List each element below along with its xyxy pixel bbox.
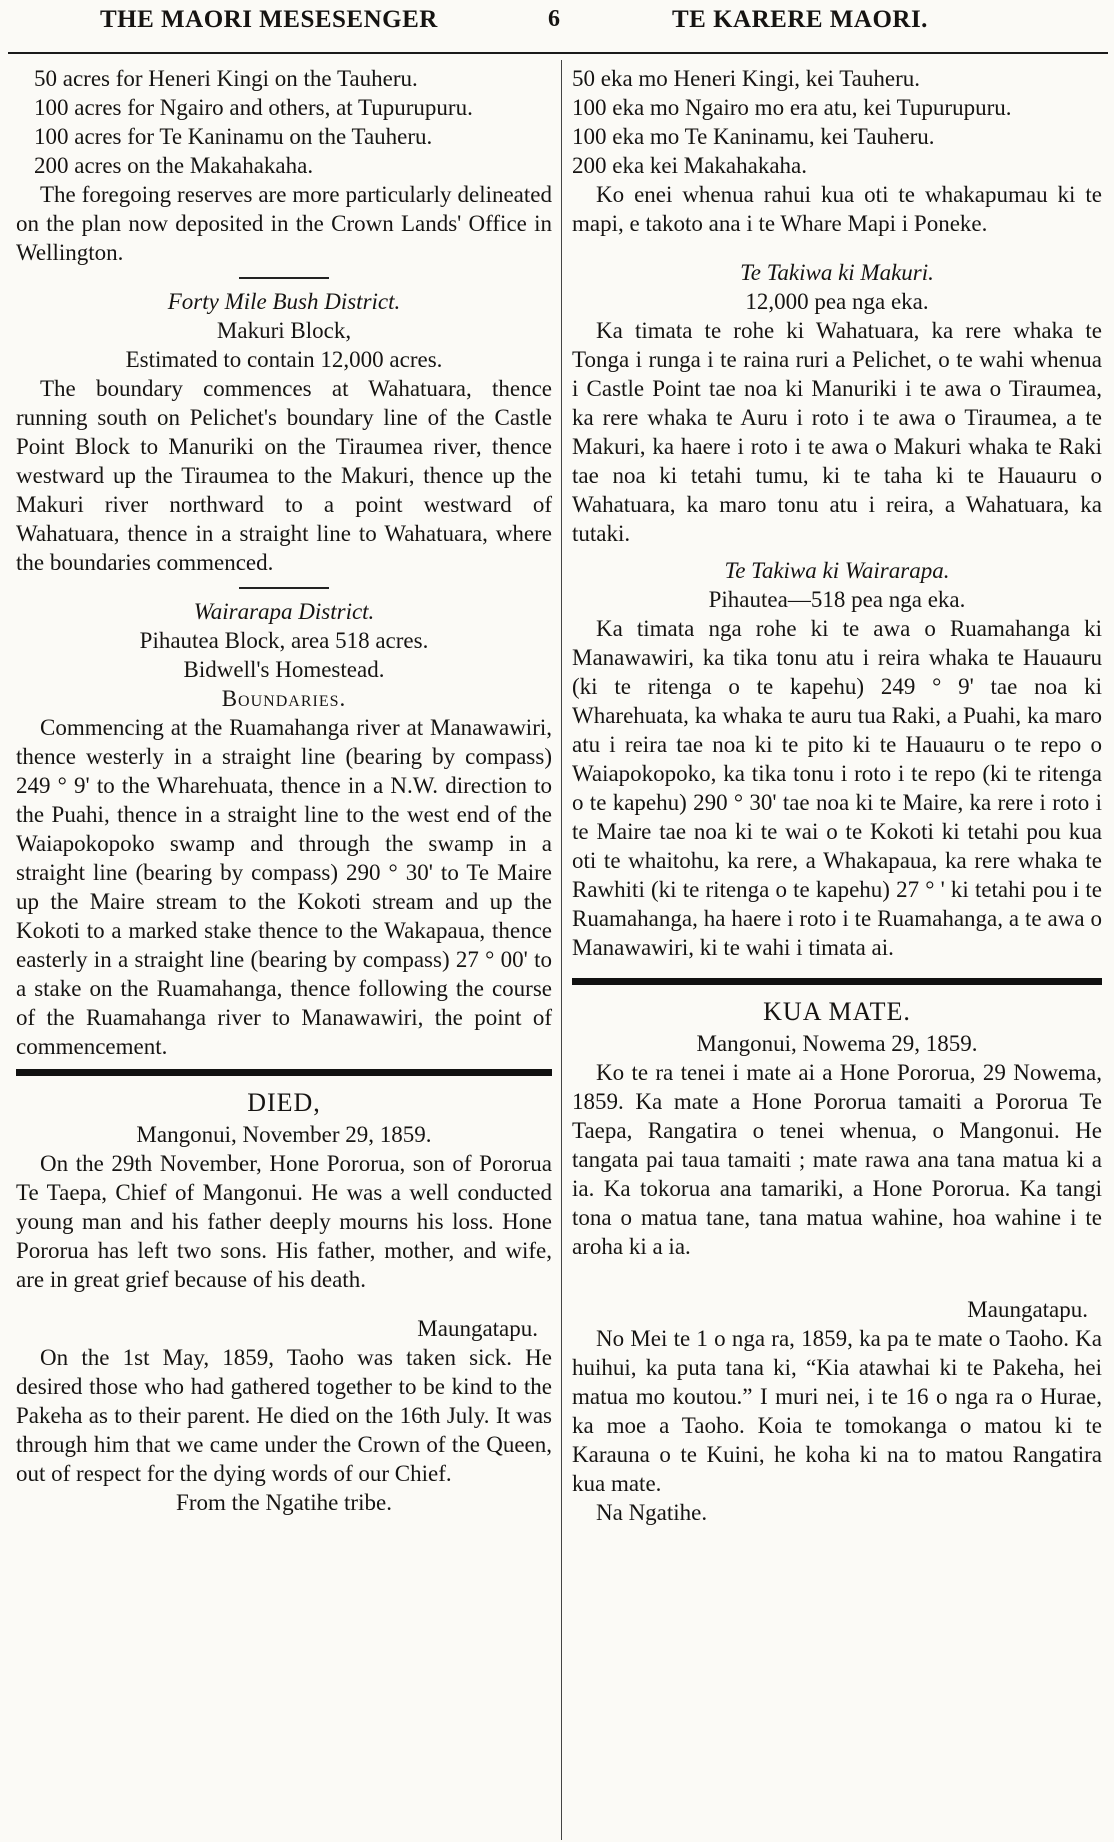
list-item: 100 eka mo Ngairo mo era atu, kei Tupurupuru. <box>572 95 1012 120</box>
maungatapu-signature: From the Ngatihe tribe. <box>176 1490 392 1515</box>
english-column <box>16 64 552 1517</box>
reserves-list-english <box>16 64 552 180</box>
thick-rule <box>572 978 1102 985</box>
reserves-list-maori <box>572 64 1102 180</box>
maungatapu-place-maori: Maungatapu. <box>967 1297 1088 1322</box>
kua-mate-text: Ko te ra tenei i mate ai a Hone Pororua, 29 Nowema, 1859. Ka mate a Hone Pororua tamaiti a Pororua Te Taepa, Rangatira o tenei whenua, o Mangonui. He tangata pai taua tamaiti ; mate rawa ana tana matua ki a ia. Ka tokorua ana tamariki, a Hone Pororua. Ka tangi tona o matua tane, tana matua wahine, hoa wahine i te aroha ki a ia. <box>572 1060 1102 1259</box>
page-number: 6 <box>548 6 561 32</box>
maungatapu-signature-maori: Na Ngatihe. <box>596 1500 708 1525</box>
wairarapa-estimate-maori: Pihautea—518 pea nga eka. <box>708 587 966 612</box>
kua-mate-dateline: Mangonui, Nowema 29, 1859. <box>696 1031 978 1056</box>
pihautea-block-heading: Pihautea Block, area 518 acres. <box>139 628 429 653</box>
thick-rule <box>16 1069 552 1076</box>
makuri-boundary-text: The boundary commences at Wahatuara, thence running south on Pelichet's boundary line of the Castle Point Block to Manuriki on the Tiraumea river, thence westward up the Tiraumea to the Makuri, thence up the Makuri river northward to a point westward of Wahatuara, thence in a straight line to Wahatuara, where the boundaries commenced. <box>16 376 552 575</box>
died-notice-text: On the 29th November, Hone Pororua, son of Pororua Te Taepa, Chief of Mangonui. He was a well conducted young man and his father deeply mourns his loss. Hone Pororua has left two sons. His father, mother, and wife, are in great grief because of his death. <box>16 1151 552 1292</box>
reserves-note-maori: Ko enei whenua rahui kua oti te whakapumau ki te mapi, e takoto ana i te Whare Mapi i Poneke. <box>572 182 1102 236</box>
makuri-estimate: Estimated to contain 12,000 acres. <box>125 347 443 372</box>
homestead-heading: Bidwell's Homestead. <box>183 657 385 682</box>
list-item: 100 acres for Te Kaninamu on the Tauheru. <box>34 124 433 149</box>
kua-mate-heading: KUA MATE. <box>763 997 911 1026</box>
list-item: 200 eka kei Makahakaha. <box>572 153 808 178</box>
wairarapa-heading-maori: Te Takiwa ki Wairarapa. <box>724 558 950 583</box>
list-item: 50 eka mo Heneri Kingi, kei Tauheru. <box>572 66 920 91</box>
header-rule <box>8 52 1108 54</box>
header-title-maori: TE KARERE MAORI. <box>672 6 928 33</box>
list-item: 50 acres for Heneri Kingi on the Tauheru. <box>34 66 418 91</box>
maori-column <box>572 64 1102 1527</box>
maungatapu-text-maori: No Mei te 1 o nga ra, 1859, ka pa te mate o Taoho. Ka huihui, ka puta tana ki, “Kia atawhai ki te Pakeha, hei matua mo koutou.” I muri nei, i te 16 o nga ra o Hurae, ka moe a Taoho. Koia te tomokanga o matou ki te Karauna o te Kuini, he koha ki na to matou Rangatira kua mate. <box>572 1326 1102 1496</box>
section-separator <box>239 277 329 279</box>
forty-mile-district-heading: Forty Mile Bush District. <box>167 289 401 314</box>
wairarapa-text-maori: Ka timata nga rohe ki te awa o Ruamahanga ki Manawawiri, ka tika tonu atu i reira whaka te Hauauru (ki te ritenga o te kapehu) 249 ° 9' tae noa ki Wharehuata, ka whaka te auru tua Raki, a Puahi, ka maro atu i reira tae noa ki te pito ki te Hauauru o te repo o Waiapokopoko, ka tika tonu i roto i te repo (ki te ritenga o te kapehu) 290 ° 30' tae noa ki te Maire, ka rere i roto i te Maire tae noa ki te wai o te Kokoti ki tetahi pou kua oti te whaitohu, ka rere, a Whakapaua, ka rere whaka te Rawhiti (ki te ritenga o te kapehu) 27 ° ' ki tetahi pou i te Ruamahanga, ha haere i roto i te Ruamahanga, a te awa o Manawawiri, ki te wahi i timata ai. <box>572 616 1102 960</box>
list-item: 100 acres for Ngairo and others, at Tupurupuru. <box>34 95 473 120</box>
boundaries-heading: Boundaries. <box>221 686 347 711</box>
died-heading: DIED, <box>247 1088 321 1117</box>
list-item: 200 acres on the Makahakaha. <box>34 153 314 178</box>
makuri-estimate-maori: 12,000 pea nga eka. <box>745 289 929 314</box>
wairarapa-boundary-text: Commencing at the Ruamahanga river at Manawawiri, thence westerly in a straight line (bearing by compass) 249 ° 9' to the Wharehuata, thence in a N.W. direction to the Puahi, thence in a straight line to the west end of the Waiapokopoko swamp and through the swamp in a straight line (bearing by compass) 290 ° 30' to Te Maire up the Maire stream to the Kokoti stream and up the Kokoti to a marked stake thence to the Wakapaua, thence easterly in a straight line (bearing by compass) 27 ° 00' to a stake on the Ruamahanga, thence following the course of the Ruamahanga river to Manawawiri, the point of commencement. <box>16 715 552 1059</box>
makuri-heading-maori: Te Takiwa ki Makuri. <box>740 260 934 285</box>
makuri-block-heading: Makuri Block, <box>216 318 352 343</box>
header-title-english: THE MAORI MESESENGER <box>100 6 438 33</box>
wairarapa-district-heading: Wairarapa District. <box>193 599 375 624</box>
maungatapu-place: Maungatapu. <box>417 1316 538 1341</box>
list-item: 100 eka mo Te Kaninamu, kei Tauheru. <box>572 124 935 149</box>
column-divider <box>561 60 562 1840</box>
section-separator <box>239 587 329 589</box>
page-header <box>0 6 1114 46</box>
makuri-text-maori: Ka timata te rohe ki Wahatuara, ka rere whaka te Tonga i runga i te raina ruri a Pelichet, o te wahi whenua i Castle Point tae noa ki Manuriki i te awa o Tiraumea, ka rere whaka te Auru i roto i te awa o Tiraumea, a te Makuri, ka haere i roto i te awa o Makuri whaka te Raki tae noa ki tetahi tumu, ki te taha ki te Hauauru o Wahatuara, ka maro tonu atu i reira, a Wahatuara, ka tutaki. <box>572 318 1102 546</box>
reserves-note: The foregoing reserves are more particularly delineated on the plan now deposited in the Crown Lands' Office in Wellington. <box>16 182 552 265</box>
maungatapu-notice-text: On the 1st May, 1859, Taoho was taken sick. He desired those who had gathered together to be kind to the Pakeha as to their parent. He died on the 16th July. It was through him that we came under the Crown of the Queen, out of respect for the dying words of our Chief. <box>16 1345 552 1486</box>
died-dateline: Mangonui, November 29, 1859. <box>136 1122 432 1147</box>
